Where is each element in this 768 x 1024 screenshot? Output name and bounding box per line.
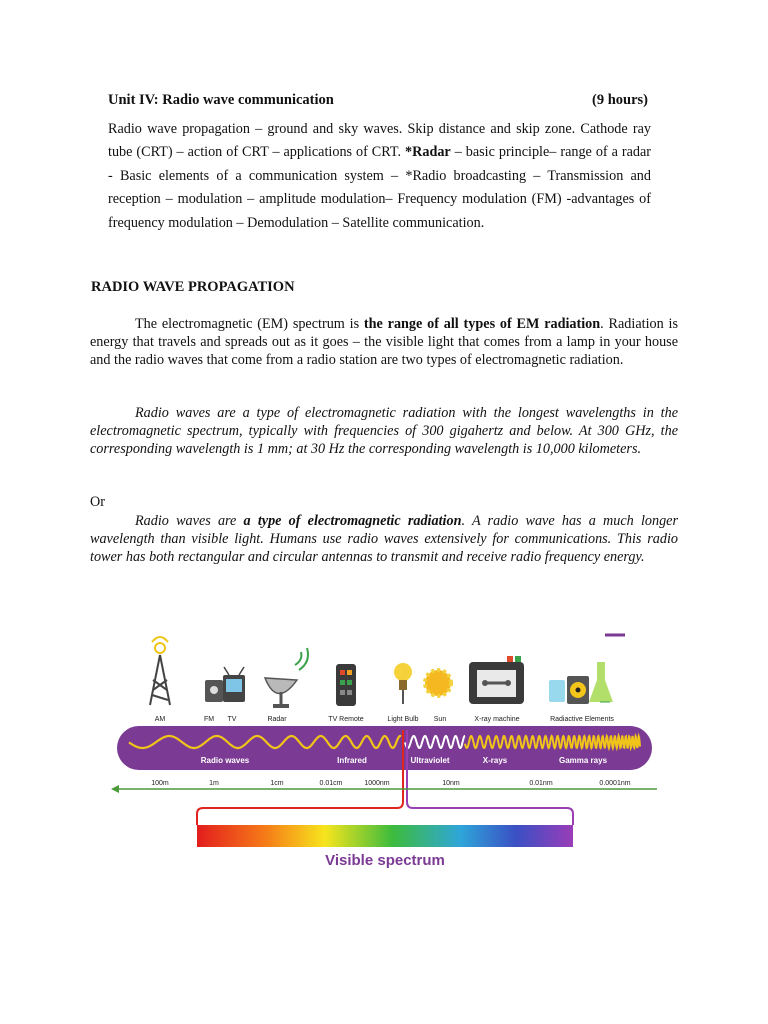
wavelength-label: 100m: [151, 780, 169, 787]
wavelength-label: 10nm: [442, 780, 460, 787]
wavelength-label: 1m: [209, 780, 219, 787]
wavelength-label: 1cm: [270, 780, 284, 787]
sun-icon: [425, 670, 451, 696]
radioactive-icon: [549, 662, 613, 704]
visible-spectrum-bar: [197, 825, 573, 847]
band-label-gamma: Gamma rays: [558, 756, 608, 765]
radio-tv-icon: [205, 667, 245, 702]
band-label-radio: Radio waves: [200, 756, 250, 765]
xray-machine-icon: [469, 656, 524, 704]
paragraph-em-spectrum: [90, 315, 678, 369]
band-label-ultraviolet: Ultraviolet: [410, 756, 450, 765]
para1-after: . Radiation is energy that travels and spreads out as it goes – the visible light that comes from a lamp in your house and the radio waves that come from a radio station are two types of electromagnetic radiation.: [90, 316, 678, 368]
paragraph-radio-waves-alt: [90, 512, 678, 566]
para1-before: The electromagnetic (EM) spectrum is: [135, 316, 364, 332]
wavelength-label: 1000nm: [364, 780, 390, 787]
unit-hours: (9 hours): [592, 92, 648, 108]
light-bulb-icon: [394, 663, 412, 704]
para3-before: Radio waves are: [135, 513, 244, 529]
source-label-radar: Radar: [267, 716, 287, 723]
section-title: RADIO WAVE PROPAGATION: [91, 279, 295, 295]
band-label-xrays: X-rays: [482, 756, 508, 765]
wavelength-label: 0.01nm: [529, 780, 553, 787]
tv-remote-icon: [336, 664, 356, 706]
source-label-fm: FM: [203, 716, 215, 723]
source-label-sun: Sun: [433, 716, 447, 723]
or-label: Or: [90, 494, 105, 510]
para3-bold: a type of electromagnetic radiation: [243, 513, 462, 529]
axis-arrow-icon: [111, 785, 119, 793]
paragraph-radio-waves: [90, 404, 678, 458]
source-label-xray: X-ray machine: [474, 716, 520, 723]
para1-bold: the range of all types of EM radiation: [363, 316, 601, 332]
source-label-am: AM: [154, 716, 166, 723]
wavelength-label: 0.01cm: [319, 780, 343, 787]
unit-heading: [108, 92, 648, 109]
radio-tower-icon: [150, 637, 170, 705]
syllabus-part-1: Radio wave propagation – ground and sky waves. Skip distance and skip zone. Cathode ray tube (CRT) – action of CRT – applications of CRT.: [108, 121, 651, 161]
syllabus-radar-bold: *Radar: [405, 144, 451, 161]
syllabus-text: [108, 118, 651, 235]
syllabus-part-2: – basic principle– range of a radar - Basic elements of a communication system – *Radio broadcasting – Transmission and reception – modulation – amplitude modulation– Frequency modulation (FM) -advantages of frequency modulation – Demodulation – Satellite communication.: [108, 144, 651, 231]
band-label-infrared: Infrared: [337, 756, 367, 765]
em-spectrum-figure: [105, 620, 665, 890]
unit-title: Unit IV: Radio wave communication: [108, 92, 334, 108]
source-label-tv-remote: TV Remote: [328, 716, 364, 723]
wavelength-label: 0.0001nm: [599, 780, 631, 787]
para2-text: Radio waves are a type of electromagnetic radiation with the longest wavelengths in the electromagnetic spectrum, typically with frequencies of 300 gigahertz and below. At 300 GHz, the corresponding wavelength is 1 mm; at 30 Hz the corresponding wavelength is 10,000 kilometers.: [90, 405, 678, 457]
em-spectrum-svg: [105, 620, 665, 890]
visible-spectrum-label: Visible spectrum: [325, 852, 445, 869]
source-label-light-bulb: Light Bulb: [387, 716, 419, 723]
source-label-tv: TV: [227, 716, 237, 723]
para3-after: . A radio wave has a much longer wavelength than visible light. Humans use radio waves extensively for communications. This radio tower has both rectangular and circular antennas to transmit and receive radio frequency energy.: [90, 513, 679, 565]
radar-dish-icon: [265, 648, 308, 708]
source-label-radioactive: Radiactive Elements: [550, 716, 614, 723]
